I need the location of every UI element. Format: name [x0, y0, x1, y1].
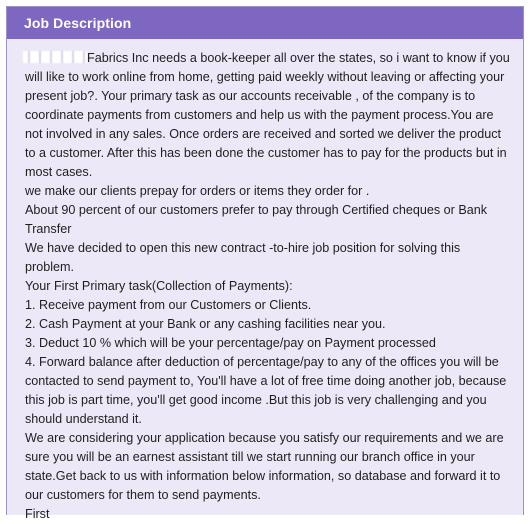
task-item-3: 3. Deduct 10 % which will be your percentage/pay on Payment processed [25, 336, 436, 350]
paragraph-prepay: we make our clients prepay for orders or items they order for . [25, 184, 370, 198]
task-item-4: 4. Forward balance after deduction of percentage/pay to any of the offices you will be contacted to send payment to, You'll have a lot of free time doing another job, because this job is part time, you'll get good income .But this job is very challenging and you should understand it. [25, 355, 507, 426]
task-item-1: 1. Receive payment from our Customers or Clients. [25, 298, 312, 312]
intro-text: Fabrics Inc needs a book-keeper all over the states, so i want to know if you will like to work online from home, getting paid weekly without leaving or affecting your present job?. Your primary task as our accounts receivable , of the company is to coordinate payments from customers and help us with the payment process.You are not involved in any sales. Once orders are received and sorted we deliver the product to a customer. After this has been done the customer has to pay for the products but in most cases. [25, 51, 510, 179]
paragraph-application: We are considering your application because you satisfy our requirements and we are sure you will be an earnest assistant till we start running our branch office in your state.Get back to us with information below information, so database and forward it to our customers for them to send payments. [25, 431, 504, 502]
paragraph-new-contract: We have decided to open this new contract -to-hire job position for solving this problem. [25, 241, 461, 274]
paragraph-primary-task-heading: Your First Primary task(Collection of Payments): [25, 279, 293, 293]
panel-title: Job Description [24, 15, 132, 31]
job-description-panel [6, 6, 524, 521]
paragraph-payment-methods: About 90 percent of our customers prefer to pay through Certified cheques or Bank Transfer [25, 203, 488, 236]
intro-paragraph [25, 49, 511, 182]
cut-off-line: First [25, 507, 50, 521]
job-description-body [7, 39, 523, 521]
panel-header [7, 7, 523, 39]
redacted-company-name [23, 51, 87, 63]
task-item-2: 2. Cash Payment at your Bank or any cashing facilities near you. [25, 317, 386, 331]
